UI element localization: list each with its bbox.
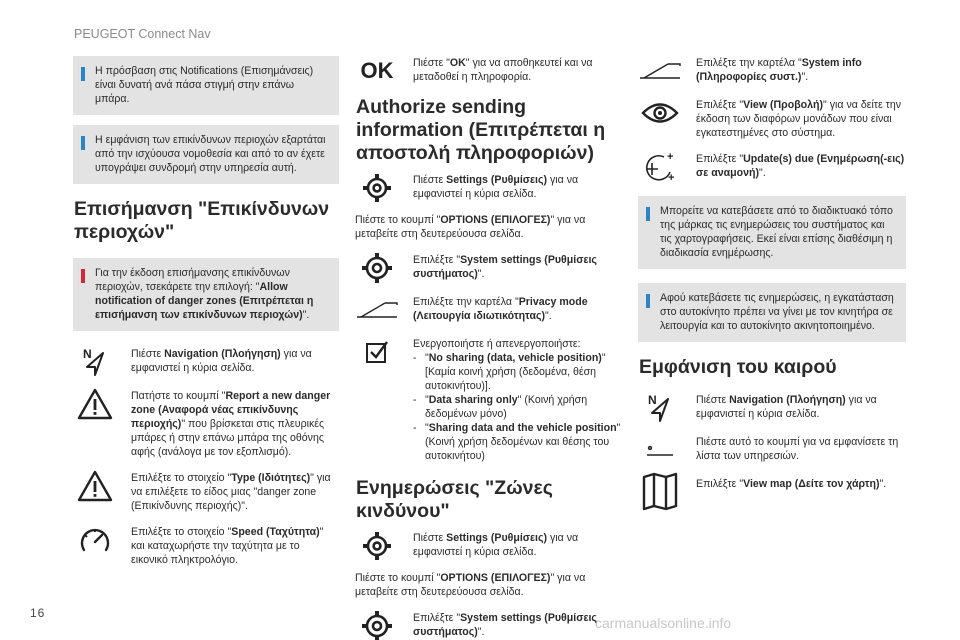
- map-icon: [638, 471, 682, 511]
- section-title-authorize-sending: Authorize sending information (Επιτρέπεται η αποστολή πληροφοριών): [356, 96, 606, 164]
- menu-dots-icon: [638, 433, 682, 467]
- info-box-download-updates: [638, 196, 906, 269]
- warning-triangle-icon: [73, 469, 117, 503]
- warning-box-allow-notification: Για την έκδοση επισήμανσης επικίνδυνων περιοχών, τσεκάρετε την επιλογή: "Allow notification of danger zones (Επιτρέπεται η επισήμανση των επικίνδυνων περιοχών)".: [73, 258, 339, 331]
- tab-icon: [638, 54, 682, 88]
- option-data-sharing-only: - "Data sharing only" (Κοινή χρήση δεδομένων μόνο): [413, 393, 621, 421]
- info-marker: [646, 294, 650, 308]
- info-marker: [81, 67, 85, 81]
- running-header: PEUGEOT Connect Nav: [74, 27, 211, 41]
- svg-text:N: N: [648, 393, 657, 407]
- step-privacy-options: Ενεργοποιήστε ή απενεργοποιήστε: - "No sharing (data, vehicle position)" [Καμία κοινή χρήση (δεδομένα, θέση αυτοκινήτου)]. - "Data sharing only" (Κοινή χρήση δεδομένων μόνο) - "Sharing data and the vehicle position" (Κοινή χρήση δεδομένων και θέσης του αυτοκινήτου): [355, 337, 621, 463]
- step-options-2: Πιέστε το κουμπί "OPTIONS (ΕΠΙΛΟΓΕΣ)" για να μεταβείτε στη δευτερεύουσα σελίδα.: [355, 572, 586, 598]
- updates-icon: [638, 150, 682, 184]
- svg-text:N: N: [83, 347, 92, 361]
- info-text: Μπορείτε να κατεβάσετε από το διαδικτυακό τόπο της μάρκας τις ενημερώσεις του συστήματος και τις χαρτογραφήσεις. Εκεί είναι επίσης διαθέσιμη η διαδικασία ενημέρωσης.: [660, 205, 893, 259]
- navigation-icon: [73, 345, 117, 379]
- step-privacy-mode: Επιλέξτε την καρτέλα "Privacy mode (Λειτουργία ιδιωτικότητας)".: [355, 295, 621, 325]
- step-settings-2: Πιέστε Settings (Ρυθμίσεις) για να εμφανιστεί η κύρια σελίδα.: [355, 531, 621, 561]
- info-box-danger-zones: [73, 125, 339, 184]
- info-marker: [81, 136, 85, 150]
- warning-triangle-icon: [73, 387, 117, 421]
- checkbox-icon: [355, 335, 399, 369]
- step-ok: OK Πιέστε "OK" για να αποθηκευτεί και να μεταδοθεί η πληροφορία.: [355, 56, 621, 86]
- info-text: Η εμφάνιση των επικίνδυνων περιοχών εξαρτάται από την ισχύουσα νομοθεσία και από το αν έχετε υπογράψει συνδρομή στην υπηρεσία αυτή.: [95, 134, 326, 174]
- ok-icon: OK: [360, 58, 394, 83]
- svg-text:+: +: [667, 151, 674, 163]
- step-system-settings-2: Επιλέξτε "System settings (Ρυθμίσεις συστήματος)".: [355, 611, 621, 640]
- svg-text:+: +: [668, 172, 675, 184]
- system-settings-gear-icon: [355, 251, 399, 285]
- info-text: Η πρόσβαση στις Notifications (Επισημάνσεις) είναι δυνατή ανά πάσα στιγμή στην επάνω μπάρα.: [95, 65, 314, 105]
- step-settings: Πιέστε Settings (Ρυθμίσεις) για να εμφανιστεί η κύρια σελίδα.: [355, 173, 621, 203]
- option-no-sharing: - "No sharing (data, vehicle position)" [Καμία κοινή χρήση (δεδομένα, θέση αυτοκινήτου)].: [413, 351, 621, 393]
- column-3: [638, 56, 906, 519]
- info-text: Αφού κατεβάσετε τις ενημερώσεις, η εγκατάσταση στο αυτοκίνητο πρέπει να γίνει με τον κινητήρα σε λειτουργία και το αυτοκίνητο ακινητοποιημένο.: [660, 292, 894, 332]
- section-title-weather: Εμφάνιση του καιρού: [639, 356, 837, 378]
- step-navigation-weather: N Πιέστε Navigation (Πλοήγηση) για να εμφανιστεί η κύρια σελίδα.: [638, 393, 906, 423]
- step-system-info: Επιλέξτε την καρτέλα "System info (Πληροφορίες συστ.)".: [638, 56, 906, 86]
- column-2: [355, 56, 621, 640]
- step-options: Πιέστε το κουμπί "OPTIONS (ΕΠΙΛΟΓΕΣ)" για να μεταβείτε στη δευτερεύουσα σελίδα.: [355, 214, 586, 240]
- navigation-icon: [638, 391, 682, 425]
- step-type: Επιλέξτε το στοιχείο "Type (Ιδιότητες)" για να επιλέξετε το είδος μιας "danger zone (Επικίνδυνης περιοχής)".: [73, 471, 339, 513]
- step-view-map: Επιλέξτε "View map (Δείτε τον χάρτη)".: [638, 477, 906, 507]
- option-sharing-data-position: - "Sharing data and the vehicle position" (Κοινή χρήση δεδομένων και θέσης του αυτοκινήτου): [413, 421, 621, 463]
- gear-icon: [355, 529, 399, 563]
- page-number: 16: [30, 606, 46, 620]
- system-settings-gear-icon: [355, 609, 399, 640]
- eye-icon: [638, 96, 682, 130]
- step-updates-due: + + Επιλέξτε "Update(s) due (Ενημέρωση(-εις) σε αναμονή)".: [638, 152, 906, 182]
- info-marker: [646, 207, 650, 221]
- warning-marker: [81, 269, 85, 283]
- step-report-danger-zone: Πατήστε το κουμπί "Report a new danger zone (Αναφορά νέας επικίνδυνης περιοχής)" που βρίσκεται στις πλευρικές μπάρες ή στην επάνω μπάρα της οθόνης αφής (ανάλογα με τον εξοπλισμό).: [73, 389, 339, 459]
- step-services-list: Πιέστε αυτό το κουμπί για να εμφανίσετε τη λίστα των υπηρεσιών.: [638, 435, 906, 465]
- section-title-danger-zones: Επισήμανση "Επικίνδυνων περιοχών": [74, 198, 330, 243]
- step-system-settings: Επιλέξτε "System settings (Ρυθμίσεις συστήματος)".: [355, 253, 621, 283]
- watermark: carmanualsonline.info: [595, 615, 732, 631]
- step-view: Επιλέξτε "View (Προβολή)" για να δείτε την έκδοση των διαφόρων μονάδων που είναι εγκατεστημένες στο σύστημα.: [638, 98, 906, 140]
- step-navigation: N Πιέστε Navigation (Πλοήγηση) για να εμφανιστεί η κύρια σελίδα.: [73, 347, 339, 377]
- step-speed: Επιλέξτε το στοιχείο "Speed (Ταχύτητα)" και καταχωρήστε την ταχύτητα με το εικονικό πληκτρολόγιο.: [73, 525, 339, 567]
- column-1: [73, 56, 339, 579]
- tab-icon: [355, 293, 399, 327]
- info-box-install-updates: [638, 283, 906, 342]
- gear-icon: [355, 171, 399, 205]
- info-box-notifications: [73, 56, 339, 115]
- section-title-danger-zone-updates: Ενημερώσεις "Ζώνες κινδύνου": [356, 477, 553, 522]
- speedometer-icon: [73, 523, 117, 557]
